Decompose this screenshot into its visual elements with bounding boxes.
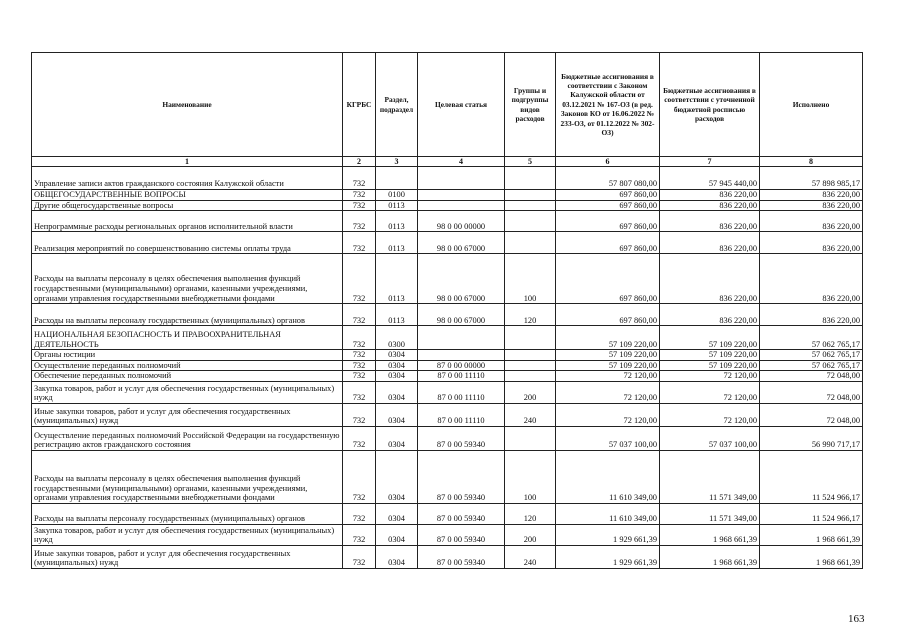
table-row	[32, 167, 863, 190]
row-section: 0304	[376, 426, 418, 450]
row-target-article	[418, 190, 505, 201]
row-executed: 72 048,00	[760, 371, 863, 382]
row-section: 0304	[376, 403, 418, 426]
row-expense-group: 200	[505, 524, 556, 545]
row-target-article: 87 0 00 00000	[418, 360, 505, 371]
row-law-allocation: 697 860,00	[556, 190, 660, 201]
row-kgrbs: 732	[343, 254, 376, 304]
row-expense-group	[505, 200, 556, 211]
row-executed: 57 898 985,17	[760, 167, 863, 190]
table-row	[32, 190, 863, 201]
row-target-article: 87 0 00 59340	[418, 545, 505, 568]
row-kgrbs: 732	[343, 450, 376, 503]
row-roster-allocation: 1 968 661,39	[660, 524, 760, 545]
row-roster-allocation: 72 120,00	[660, 381, 760, 403]
row-target-article: 87 0 00 11110	[418, 403, 505, 426]
header-roster-allocations: Бюджетные ассигнования в соответствии с уточненной бюджетной росписью расходов	[660, 53, 760, 157]
table-row	[32, 350, 863, 361]
row-law-allocation: 697 860,00	[556, 304, 660, 326]
row-target-article: 87 0 00 11110	[418, 381, 505, 403]
row-law-allocation: 697 860,00	[556, 254, 660, 304]
row-name: Управление записи актов гражданского состояния Калужской области	[32, 167, 343, 190]
row-law-allocation: 72 120,00	[556, 371, 660, 382]
row-kgrbs: 732	[343, 232, 376, 254]
row-section: 0100	[376, 190, 418, 201]
table-row	[32, 524, 863, 545]
row-expense-group	[505, 232, 556, 254]
row-executed: 836 220,00	[760, 200, 863, 211]
column-number: 8	[760, 157, 863, 167]
row-target-article: 87 0 00 59340	[418, 426, 505, 450]
row-name: ОБЩЕГОСУДАРСТВЕННЫЕ ВОПРОСЫ	[32, 190, 343, 201]
row-target-article: 87 0 00 59340	[418, 450, 505, 503]
row-executed: 72 048,00	[760, 381, 863, 403]
row-kgrbs: 732	[343, 211, 376, 232]
row-kgrbs: 732	[343, 426, 376, 450]
row-roster-allocation: 57 109 220,00	[660, 360, 760, 371]
row-law-allocation: 72 120,00	[556, 403, 660, 426]
row-kgrbs: 732	[343, 200, 376, 211]
row-target-article: 98 0 00 67000	[418, 304, 505, 326]
row-roster-allocation: 72 120,00	[660, 403, 760, 426]
budget-table	[31, 52, 863, 569]
row-section: 0304	[376, 503, 418, 524]
column-number: 7	[660, 157, 760, 167]
row-name: Осуществление переданных полномочий	[32, 360, 343, 371]
row-executed: 1 968 661,39	[760, 545, 863, 568]
row-expense-group	[505, 360, 556, 371]
row-law-allocation: 11 610 349,00	[556, 450, 660, 503]
row-name: Иные закупки товаров, работ и услуг для обеспечения государственных (муниципальных) нужд	[32, 545, 343, 568]
header-law-allocations: Бюджетные ассигнования в соответствии с Законом Калужской области от 03.12.2021 № 167-ОЗ (в ред. Законов КО от 16.06.2022 № 233-ОЗ, от 01.12.2022 № 302-ОЗ)	[556, 53, 660, 157]
row-law-allocation: 11 610 349,00	[556, 503, 660, 524]
row-expense-group: 120	[505, 503, 556, 524]
row-executed: 11 524 966,17	[760, 450, 863, 503]
row-expense-group: 120	[505, 304, 556, 326]
row-law-allocation: 697 860,00	[556, 232, 660, 254]
row-section: 0113	[376, 232, 418, 254]
table-row	[32, 326, 863, 350]
row-name: Расходы на выплаты персоналу в целях обеспечения выполнения функций государственными (муниципальными) органами, казенными учреждениями, органами управления государственными внебюджетными фондами	[32, 450, 343, 503]
column-number: 4	[418, 157, 505, 167]
row-name: Реализация мероприятий по совершенствованию системы оплаты труда	[32, 232, 343, 254]
row-law-allocation: 72 120,00	[556, 381, 660, 403]
row-kgrbs: 732	[343, 524, 376, 545]
row-executed: 57 062 765,17	[760, 326, 863, 350]
row-expense-group	[505, 167, 556, 190]
row-roster-allocation: 1 968 661,39	[660, 545, 760, 568]
row-kgrbs: 732	[343, 371, 376, 382]
row-name: Расходы на выплаты персоналу государственных (муниципальных) органов	[32, 503, 343, 524]
table-row	[32, 503, 863, 524]
row-name: Органы юстиции	[32, 350, 343, 361]
row-kgrbs: 732	[343, 360, 376, 371]
page-number: 163	[848, 613, 865, 625]
table-row	[32, 232, 863, 254]
row-executed: 1 968 661,39	[760, 524, 863, 545]
row-target-article	[418, 200, 505, 211]
row-executed: 836 220,00	[760, 211, 863, 232]
row-section: 0113	[376, 211, 418, 232]
row-roster-allocation: 836 220,00	[660, 254, 760, 304]
table-row	[32, 381, 863, 403]
row-name: Другие общегосударственные вопросы	[32, 200, 343, 211]
row-kgrbs: 732	[343, 190, 376, 201]
row-section: 0113	[376, 304, 418, 326]
row-section: 0304	[376, 350, 418, 361]
row-roster-allocation: 57 109 220,00	[660, 326, 760, 350]
row-expense-group	[505, 350, 556, 361]
row-section: 0304	[376, 360, 418, 371]
row-section: 0304	[376, 450, 418, 503]
row-executed: 836 220,00	[760, 304, 863, 326]
row-name: Закупка товаров, работ и услуг для обеспечения государственных (муниципальных) нужд	[32, 381, 343, 403]
row-section: 0304	[376, 381, 418, 403]
header-expense-group: Группы и подгруппы видов расходов	[505, 53, 556, 157]
row-name: Закупка товаров, работ и услуг для обеспечения государственных (муниципальных) нужд	[32, 524, 343, 545]
row-executed: 836 220,00	[760, 254, 863, 304]
table-row	[32, 403, 863, 426]
row-roster-allocation: 836 220,00	[660, 232, 760, 254]
row-kgrbs: 732	[343, 167, 376, 190]
row-law-allocation: 697 860,00	[556, 211, 660, 232]
header-executed: Исполнено	[760, 53, 863, 157]
table-row	[32, 211, 863, 232]
row-target-article: 98 0 00 67000	[418, 232, 505, 254]
row-section: 0113	[376, 200, 418, 211]
row-kgrbs: 732	[343, 381, 376, 403]
row-executed: 56 990 717,17	[760, 426, 863, 450]
header-section: Раздел, подраздел	[376, 53, 418, 157]
row-expense-group: 100	[505, 450, 556, 503]
row-kgrbs: 732	[343, 403, 376, 426]
table-row	[32, 426, 863, 450]
row-roster-allocation: 72 120,00	[660, 371, 760, 382]
row-roster-allocation: 836 220,00	[660, 304, 760, 326]
row-section: 0300	[376, 326, 418, 350]
row-roster-allocation: 57 945 440,00	[660, 167, 760, 190]
row-kgrbs: 732	[343, 503, 376, 524]
row-law-allocation: 1 929 661,39	[556, 524, 660, 545]
table-row	[32, 304, 863, 326]
row-roster-allocation: 11 571 349,00	[660, 450, 760, 503]
header-target-article: Целевая статья	[418, 53, 505, 157]
row-kgrbs: 732	[343, 304, 376, 326]
row-law-allocation: 57 807 080,00	[556, 167, 660, 190]
column-number: 1	[32, 157, 343, 167]
row-name: НАЦИОНАЛЬНАЯ БЕЗОПАСНОСТЬ И ПРАВООХРАНИТЕЛЬНАЯ ДЕЯТЕЛЬНОСТЬ	[32, 326, 343, 350]
table-row	[32, 254, 863, 304]
row-kgrbs: 732	[343, 545, 376, 568]
column-number: 6	[556, 157, 660, 167]
row-law-allocation: 1 929 661,39	[556, 545, 660, 568]
row-executed: 836 220,00	[760, 232, 863, 254]
row-expense-group: 100	[505, 254, 556, 304]
header-row	[32, 53, 863, 157]
row-section: 0304	[376, 524, 418, 545]
row-expense-group	[505, 426, 556, 450]
row-section	[376, 167, 418, 190]
row-target-article	[418, 326, 505, 350]
row-law-allocation: 57 109 220,00	[556, 326, 660, 350]
row-expense-group: 200	[505, 381, 556, 403]
row-roster-allocation: 836 220,00	[660, 200, 760, 211]
row-kgrbs: 732	[343, 350, 376, 361]
row-target-article	[418, 167, 505, 190]
row-expense-group	[505, 211, 556, 232]
row-roster-allocation: 836 220,00	[660, 190, 760, 201]
row-name: Расходы на выплаты персоналу государственных (муниципальных) органов	[32, 304, 343, 326]
row-executed: 72 048,00	[760, 403, 863, 426]
row-roster-allocation: 836 220,00	[660, 211, 760, 232]
column-number: 2	[343, 157, 376, 167]
row-target-article: 87 0 00 59340	[418, 524, 505, 545]
row-name: Осуществление переданных полномочий Российской Федерации на государственную регистрацию актов гражданского состояния	[32, 426, 343, 450]
row-section: 0304	[376, 545, 418, 568]
row-law-allocation: 57 109 220,00	[556, 360, 660, 371]
row-law-allocation: 57 037 100,00	[556, 426, 660, 450]
row-expense-group	[505, 190, 556, 201]
row-executed: 11 524 966,17	[760, 503, 863, 524]
row-section: 0113	[376, 254, 418, 304]
table-row	[32, 360, 863, 371]
row-name: Обеспечение переданных полномочий	[32, 371, 343, 382]
row-executed: 57 062 765,17	[760, 360, 863, 371]
row-roster-allocation: 57 037 100,00	[660, 426, 760, 450]
column-number: 3	[376, 157, 418, 167]
column-number: 5	[505, 157, 556, 167]
row-law-allocation: 697 860,00	[556, 200, 660, 211]
row-target-article: 98 0 00 00000	[418, 211, 505, 232]
column-number-row	[32, 157, 863, 167]
row-expense-group	[505, 371, 556, 382]
row-expense-group: 240	[505, 403, 556, 426]
row-name: Непрограммные расходы региональных органов исполнительной власти	[32, 211, 343, 232]
row-target-article: 87 0 00 11110	[418, 371, 505, 382]
row-section: 0304	[376, 371, 418, 382]
row-expense-group	[505, 326, 556, 350]
row-name: Расходы на выплаты персоналу в целях обеспечения выполнения функций государственными (муниципальными) органами, казенными учреждениями, органами управления государственными внебюджетными фондами	[32, 254, 343, 304]
row-expense-group: 240	[505, 545, 556, 568]
row-executed: 57 062 765,17	[760, 350, 863, 361]
table-row	[32, 545, 863, 568]
row-executed: 836 220,00	[760, 190, 863, 201]
table-row	[32, 371, 863, 382]
table-row	[32, 200, 863, 211]
row-name: Иные закупки товаров, работ и услуг для обеспечения государственных (муниципальных) нужд	[32, 403, 343, 426]
header-name: Наименование	[32, 53, 343, 157]
row-roster-allocation: 57 109 220,00	[660, 350, 760, 361]
row-target-article: 87 0 00 59340	[418, 503, 505, 524]
row-roster-allocation: 11 571 349,00	[660, 503, 760, 524]
row-target-article: 98 0 00 67000	[418, 254, 505, 304]
row-target-article	[418, 350, 505, 361]
row-law-allocation: 57 109 220,00	[556, 350, 660, 361]
row-kgrbs: 732	[343, 326, 376, 350]
table-row	[32, 450, 863, 503]
header-kgrbs: КГРБС	[343, 53, 376, 157]
